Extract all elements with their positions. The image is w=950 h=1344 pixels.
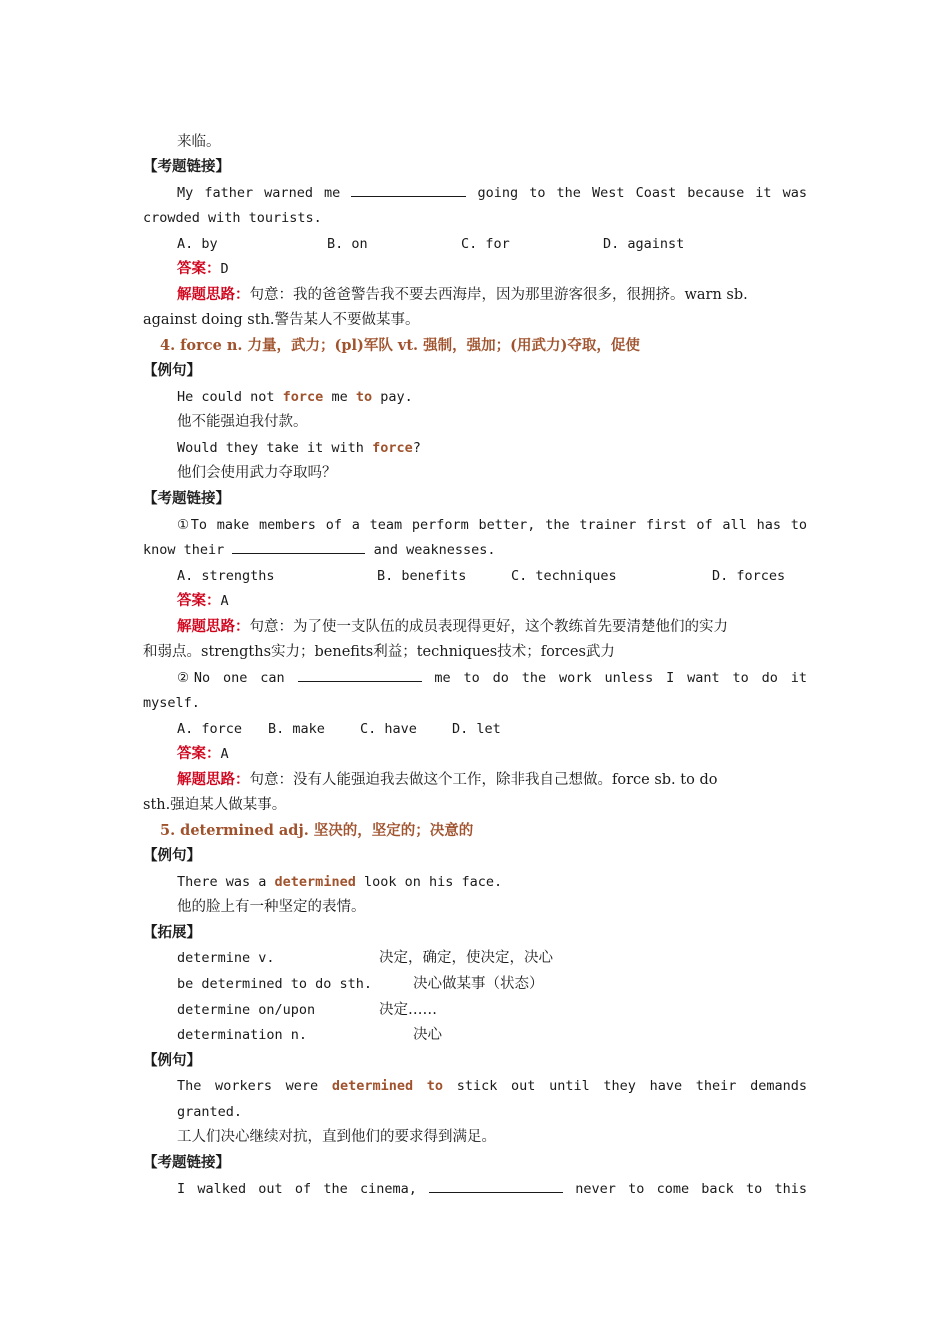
option: C. for <box>461 236 510 252</box>
example-sentence: Would they take it with force? <box>177 440 421 456</box>
section-heading: 【例句】 <box>143 363 201 379</box>
extension-term: determination n. <box>177 1027 308 1043</box>
answer-line: 答案：A <box>177 746 229 762</box>
entry-heading: 5. determined adj. 坚决的，坚定的；决意的 <box>160 822 474 839</box>
option: B. on <box>327 236 368 252</box>
option: A. strengths <box>177 568 275 584</box>
option: C. techniques <box>511 568 617 584</box>
example-sentence: There was a determined look on his face. <box>177 874 503 890</box>
example-sentence: The workers were determined to stick out until they have their demands <box>177 1078 808 1094</box>
section-heading: 【考题链接】 <box>143 1155 230 1171</box>
answer-blank <box>298 669 422 682</box>
option: C. have <box>360 721 417 737</box>
section-heading: 【考题链接】 <box>143 159 230 175</box>
explanation-line: 解题思路：句意：为了使一支队伍的成员表现得更好，这个教练首先要清楚他们的实力 <box>177 619 728 635</box>
text-line: 来临。 <box>177 134 221 150</box>
answer-line: 答案：D <box>177 261 229 277</box>
explanation-line: sth.强迫某人做某事。 <box>143 797 287 813</box>
question-line: ②No one can me to do the work unless I want to do it <box>177 670 807 686</box>
option: D. forces <box>712 568 786 584</box>
extension-meaning: 决定…… <box>379 1002 437 1018</box>
example-sentence: He could not force me to pay. <box>177 389 413 405</box>
extension-term: determine on/upon <box>177 1002 316 1018</box>
example-translation: 他们会使用武力夺取吗？ <box>177 465 337 481</box>
option: A. by <box>177 236 218 252</box>
example-translation: 他不能强迫我付款。 <box>177 414 308 430</box>
answer-line: 答案：A <box>177 593 229 609</box>
extension-meaning: 决心 <box>413 1027 442 1043</box>
question-line: crowded with tourists. <box>143 210 322 226</box>
option: B. make <box>268 721 325 737</box>
option: D. let <box>452 721 501 737</box>
question-line: I walked out of the cinema, never to come back to this <box>177 1181 807 1197</box>
example-translation: 工人们决心继续对抗，直到他们的要求得到满足。 <box>177 1129 496 1145</box>
example-translation: 他的脸上有一种坚定的表情。 <box>177 899 366 915</box>
option: B. benefits <box>377 568 467 584</box>
question-line: know their and weaknesses. <box>143 542 496 558</box>
section-heading: 【例句】 <box>143 848 201 864</box>
entry-heading: 4. force n. 力量，武力；(pl)军队 vt. 强制，强加；(用武力)夺取，促使 <box>160 337 640 354</box>
explanation-line: 解题思路：句意：没有人能强迫我去做这个工作，除非我自己想做。force sb. to do <box>177 772 718 788</box>
answer-blank <box>351 184 466 197</box>
question-line: ①To make members of a team perform better, the trainer first of all has to <box>177 517 807 533</box>
answer-blank <box>232 541 365 554</box>
explanation-line: against doing sth.警告某人不要做某事。 <box>143 312 420 328</box>
answer-blank <box>429 1180 563 1193</box>
option: D. against <box>603 236 685 252</box>
extension-meaning: 决心做某事（状态） <box>413 976 544 992</box>
explanation-line: 和弱点。strengths实力；benefits利益；techniques技术；forces武力 <box>143 644 615 660</box>
explanation-line: 解题思路：句意：我的爸爸警告我不要去西海岸，因为那里游客很多，很拥挤。warn sb. <box>177 287 748 303</box>
example-sentence: granted. <box>177 1104 243 1120</box>
section-heading: 【拓展】 <box>143 925 201 941</box>
section-heading: 【考题链接】 <box>143 491 230 507</box>
extension-term: determine v. <box>177 950 275 966</box>
question-line: My father warned me going to the West Coast because it was <box>177 185 807 201</box>
section-heading: 【例句】 <box>143 1053 201 1069</box>
extension-term: be determined to do sth. <box>177 976 373 992</box>
extension-meaning: 决定，确定，使决定，决心 <box>379 950 553 966</box>
question-line: myself. <box>143 695 200 711</box>
option: A. force <box>177 721 243 737</box>
